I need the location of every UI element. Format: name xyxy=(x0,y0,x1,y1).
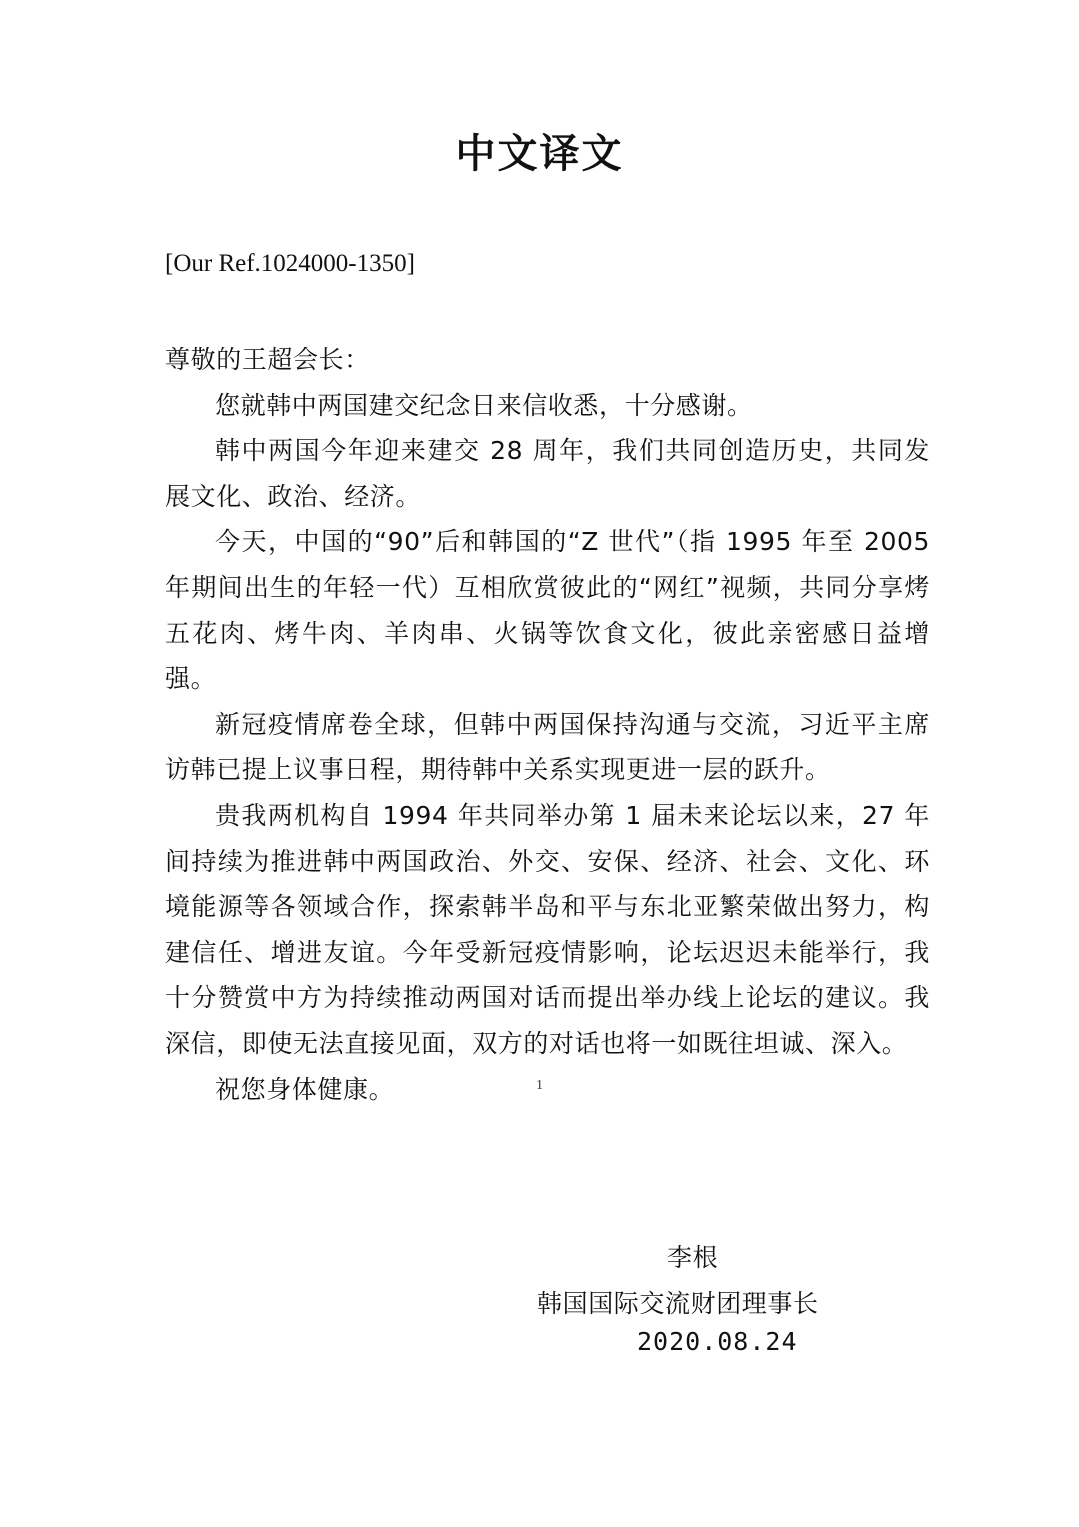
signature-name: 李根 xyxy=(667,1243,719,1272)
paragraph-anniversary: 韩中两国今年迎来建交 28 周年，我们共同创造历史，共同发展文化、政治、经济。 xyxy=(165,436,930,511)
salutation: 尊敬的王超会长： xyxy=(165,345,370,374)
paragraph-covid-relations: 新冠疫情席卷全球，但韩中两国保持沟通与交流，习近平主席访韩已提上议事日程，期待韩中关系实现更进一层的跃升。 xyxy=(165,709,930,785)
signature-title: 韩国国际交流财团理事长 xyxy=(537,1289,819,1318)
document-title: 中文译文 xyxy=(455,130,624,177)
paragraph-forum: 贵我两机构自 1994 年共同举办第 1 届未来论坛以来，27 年间持续为推进韩中两国政治、外交、安保、经济、社会、文化、环境能源等各领域合作，探索韩半岛和平与东北亚繁荣做出努力，构建信任、增进友谊。今年受新冠疫情影响，论坛迟迟未能举行，我十分赞赏中方为持续推动两国对话而提出举办线上论坛的建议。我深信，即使无法直接见面，双方的对话也将一如既往坦诚、深入。 xyxy=(165,800,930,1058)
paragraph-thanks: 您就韩中两国建交纪念日来信收悉，十分感谢。 xyxy=(215,390,753,420)
paragraph-youth-culture: 今天，中国的“90”后和韩国的“Z 世代”（指 1995 年至 2005 年期间出生的年轻一代）互相欣赏彼此的“网红”视频，共同分享烤五花肉、烤牛肉、羊肉串、火锅等饮食文化，彼此亲密感日益增强。 xyxy=(165,527,930,694)
reference-number: [Our Ref.1024000-1350] xyxy=(165,250,415,277)
paragraph-closing: 祝您身体健康。 xyxy=(215,1074,395,1104)
signature-date: 2020.08.24 xyxy=(637,1327,798,1356)
letter-body xyxy=(165,337,930,1112)
page-number: 1 xyxy=(536,1078,543,1093)
